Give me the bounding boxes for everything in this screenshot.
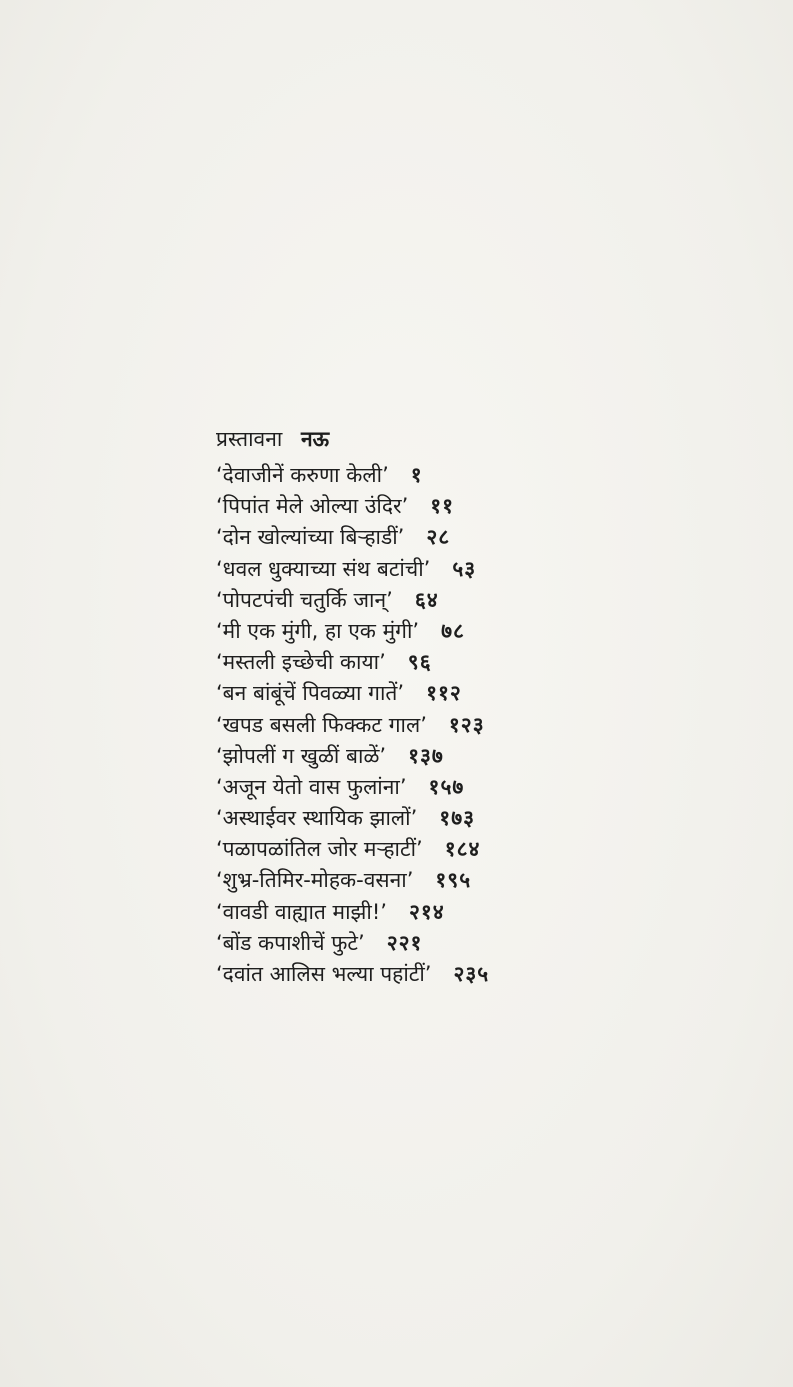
entry-page-number: १५७	[428, 774, 465, 799]
list-item	[216, 741, 676, 772]
entry-title: ‘अस्थाईवर स्थायिक झालों’	[216, 806, 418, 831]
entry-title: ‘धवल धुक्याच्या संथ बटांची’	[216, 556, 431, 581]
entry-page-number: १९५	[435, 868, 472, 893]
entry-title: ‘मस्तली इच्छेची काया’	[216, 650, 386, 675]
entry-title: ‘देवाजीनें करुणा केली’	[216, 463, 389, 487]
list-item	[216, 710, 676, 741]
preface-page-number: नऊ	[300, 427, 330, 451]
list-item	[216, 772, 676, 803]
entry-page-number: ११२	[426, 681, 462, 706]
list-item	[216, 678, 676, 709]
entry-title: ‘मी एक मुंगी, हा एक मुंगी’	[216, 618, 420, 643]
preface-entry	[216, 420, 676, 458]
table-of-contents	[216, 420, 676, 990]
list-item	[216, 491, 676, 522]
contents-list	[216, 460, 676, 990]
entry-page-number: ११	[430, 494, 455, 519]
entry-page-number: ५३	[452, 556, 477, 581]
entry-title: ‘खपड बसली फिक्कट गाल’	[216, 712, 427, 737]
list-item	[216, 647, 676, 678]
list-item	[216, 897, 676, 928]
list-item	[216, 959, 676, 990]
entry-title: ‘अजून येतो वास फुलांना’	[216, 774, 407, 799]
entry-title: ‘शुभ्र-तिमिर-मोहक-वसना’	[216, 868, 414, 893]
list-item	[216, 522, 676, 553]
entry-title: ‘दोन खोल्यांच्या बिऱ्हाडीं’	[216, 525, 405, 550]
entry-title: ‘बोंड कपाशीचें फुटे’	[216, 930, 365, 955]
entry-title: ‘पोपटपंची चतुर्कि जान्’	[216, 587, 393, 612]
entry-title: ‘पळापळांतिल जोर मऱ्हाटीं’	[216, 837, 423, 862]
entry-title: ‘वावडी वाह्यात माझी!’	[216, 899, 387, 924]
entry-title: ‘झोपलीं ग खुळीं बाळें’	[216, 743, 387, 768]
entry-title: ‘बन बांबूंचें पिवळ्या गातें’	[216, 681, 405, 706]
list-item	[216, 460, 676, 491]
entry-page-number: १८४	[444, 837, 481, 862]
list-item	[216, 554, 676, 585]
entry-title: ‘पिपांत मेले ओल्या उंदिर’	[216, 494, 409, 519]
entry-page-number: २३५	[453, 962, 490, 986]
preface-label: प्रस्तावना	[216, 427, 283, 451]
entry-page-number: २२१	[386, 930, 423, 955]
list-item	[216, 803, 676, 834]
entry-page-number: ७८	[441, 618, 465, 643]
list-item	[216, 616, 676, 647]
entry-title: ‘दवांत आलिस भल्या पहांटीं’	[216, 962, 432, 986]
entry-page-number: ९६	[407, 650, 432, 675]
entry-page-number: २१४	[408, 899, 445, 924]
entry-page-number: १३७	[408, 743, 444, 768]
list-item	[216, 928, 676, 959]
entry-page-number: १	[410, 463, 423, 487]
list-item	[216, 585, 676, 616]
entry-page-number: १२३	[448, 712, 485, 737]
list-item	[216, 834, 676, 865]
entry-page-number: १७३	[439, 806, 476, 831]
list-item	[216, 865, 676, 896]
entry-page-number: ६४	[414, 587, 439, 612]
entry-page-number: २८	[426, 525, 451, 550]
